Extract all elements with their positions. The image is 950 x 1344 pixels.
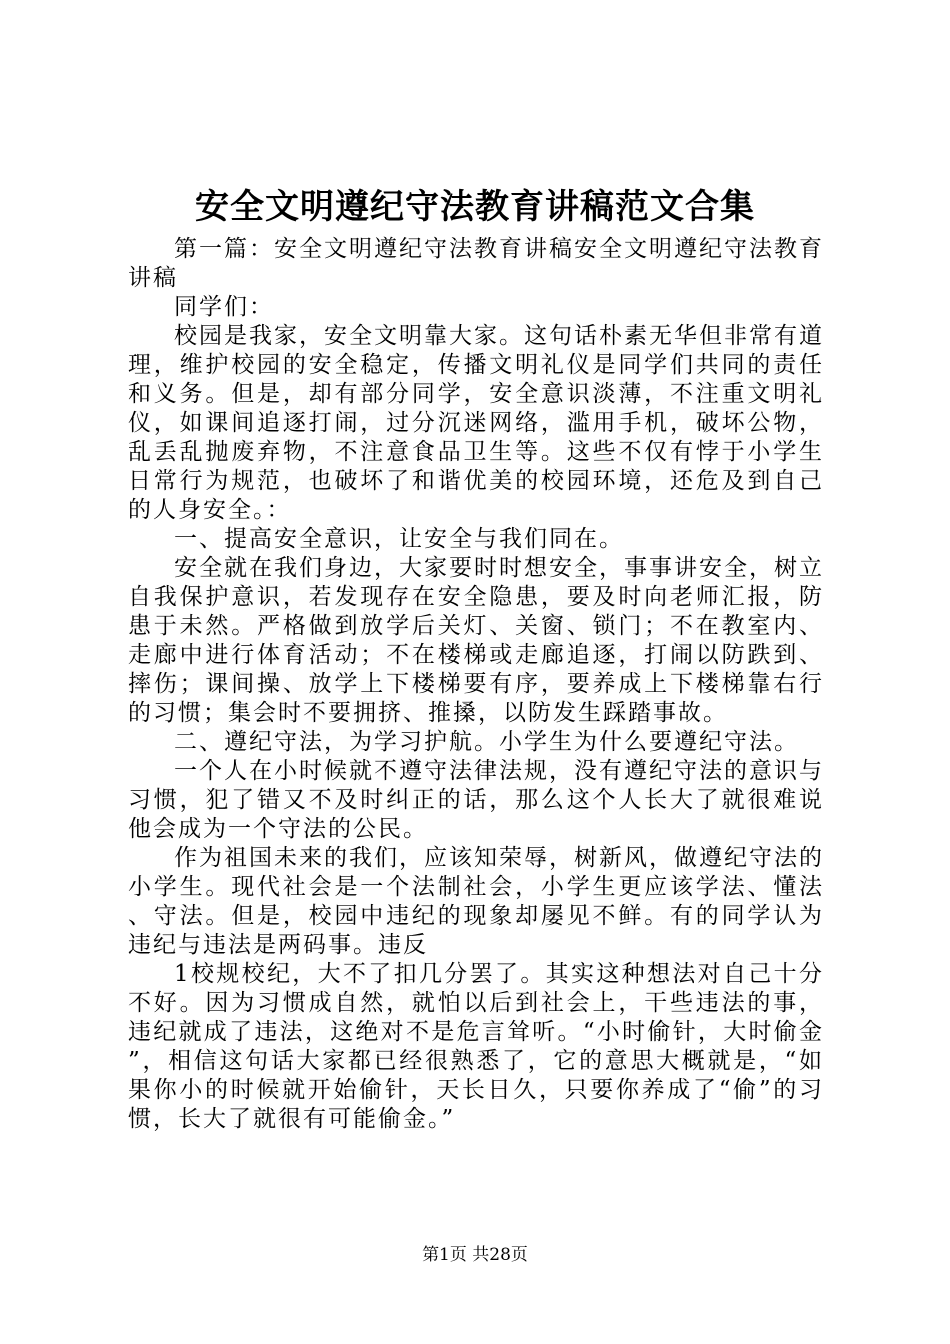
- paragraph-section-two-heading: 二、遵纪守法，为学习护航。小学生为什么要遵纪守法。: [174, 729, 799, 755]
- paragraph-section-two-body: 一个人在小时候就不遵守法律法规，没有遵纪守法的意识与习惯，犯了错又不及时纠正的话，那么这个人长大了就很难说他会成为一个守法的公民。: [128, 758, 824, 842]
- paragraph-future-citizens: 作为祖国未来的我们，应该知荣辱，树新风，做遵纪守法的小学生。现代社会是一个法制社会，小学生更应该学法、懂法、守法。但是，校园中违纪的现象却屡见不鲜。有的同学认为违纪与违法是两码事。违反: [128, 845, 824, 958]
- page-footer-number: 第1页 共28页: [422, 1245, 528, 1265]
- paragraph-heading-first-article: 第一篇：安全文明遵纪守法教育讲稿安全文明遵纪守法教育讲稿: [128, 236, 824, 291]
- document-title: 安全文明遵纪守法教育讲稿范文合集: [195, 187, 755, 227]
- paragraph-salutation: 同学们：: [174, 294, 274, 320]
- paragraph-section-one-heading: 一、提高安全意识，让安全与我们同在。: [174, 526, 624, 552]
- paragraph-habits: 1校规校纪，大不了扣几分罢了。其实这种想法对自己十分不好。因为习惯成自然，就怕以后到社会上，干些违法的事，违纪就成了违法，这绝对不是危言耸听。“小时偷针，大时偷金”，相信这句话大家都已经很熟悉了，它的意思大概就是，“如果你小的时候就开始偷针，天长日久，只要你养成了“偷”的习惯，长大了就很有可能偷金。”: [128, 961, 824, 1132]
- paragraph-section-one-body: 安全就在我们身边，大家要时时想安全，事事讲安全，树立自我保护意识，若发现存在安全隐患，要及时向老师汇报，防患于未然。严格做到放学后关灯、关窗、锁门；不在教室内、走廊中进行体育活动；不在楼梯或走廊追逐，打闹以防跌到、摔伤；课间操、放学上下楼梯要有序，要养成上下楼梯靠右行的习惯；集会时不要拥挤、推搡，以防发生踩踏事故。: [128, 555, 824, 726]
- document-body: [128, 235, 824, 1134]
- paragraph-intro: 校园是我家，安全文明靠大家。这句话朴素无华但非常有道理，维护校园的安全稳定，传播文明礼仪是同学们共同的责任和义务。但是，却有部分同学，安全意识淡薄，不注重文明礼仪，如课间追逐打闹，过分沉迷网络，滥用手机，破坏公物，乱丢乱抛废弃物，不注意食品卫生等。这些不仅有悖于小学生日常行为规范，也破坏了和谐优美的校园环境，还危及到自己的人身安全。：: [128, 323, 824, 523]
